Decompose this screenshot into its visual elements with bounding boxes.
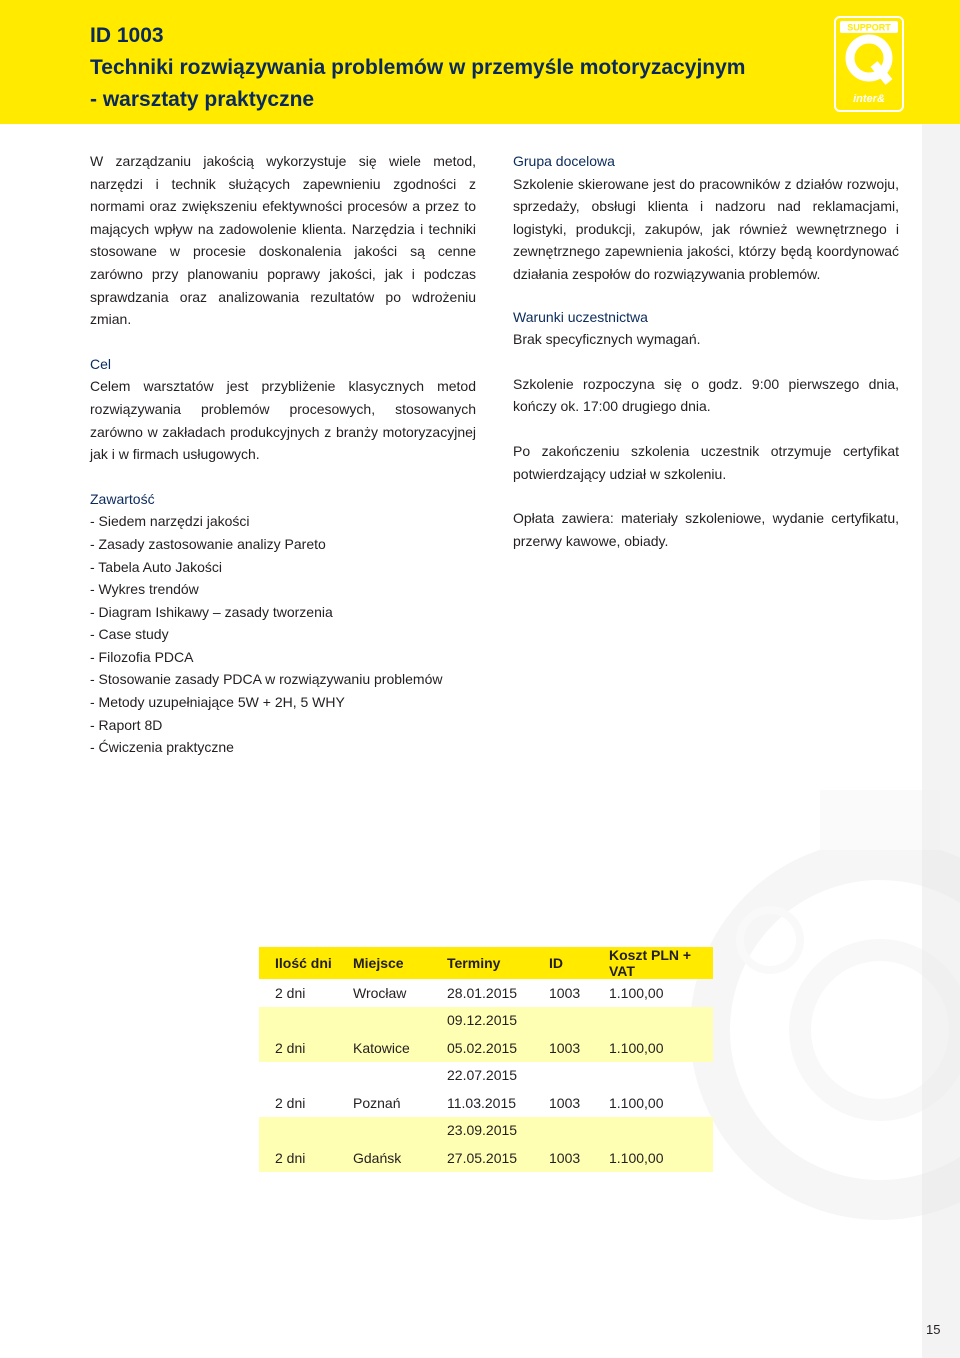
intro-paragraph: W zarządzaniu jakością wykorzystuje się wiele metod, narzędzi i technik służących zapewnieniu zgodności z normami oraz zwiększeniu efektywności procesów a przez to mających wpływ na zadowolenie klienta. Narzędzia i techniki stosowane w procesie doskonalenia jakości są cenne zarówno przy planowaniu poprawy jakości, jak i podczas sprawdzania oraz analizowania rezultatów po wdrożeniu zmian. bbox=[90, 153, 476, 328]
content-list bbox=[90, 510, 476, 759]
table-row bbox=[259, 979, 713, 1007]
cell-place: Gdańsk bbox=[337, 1144, 431, 1172]
course-subtitle: - warsztaty praktyczne bbox=[90, 88, 315, 111]
header-band bbox=[0, 0, 960, 124]
svg-text:SUPPORT: SUPPORT bbox=[847, 22, 891, 33]
list-item: - Raport 8D bbox=[90, 716, 163, 733]
cell-days: 2 dni bbox=[259, 1034, 337, 1062]
list-item: - Metody uzupełniające 5W + 2H, 5 WHY bbox=[90, 694, 345, 711]
left-column bbox=[90, 150, 476, 759]
cell-cost: 1.100,00 bbox=[609, 984, 664, 1001]
cell-days: 2 dni bbox=[259, 1144, 337, 1172]
course-id: ID 1003 bbox=[90, 24, 164, 47]
schedule-table bbox=[259, 947, 713, 1172]
list-item: - Siedem narzędzi jakości bbox=[90, 513, 250, 530]
schedule-paragraph: Szkolenie rozpoczyna się o godz. 9:00 pierwszego dnia, kończy ok. 17:00 drugiego dnia. bbox=[513, 375, 899, 415]
cell-date: 11.03.2015 bbox=[447, 1094, 517, 1111]
cell-id bbox=[533, 1117, 593, 1145]
svg-text:inter&: inter& bbox=[853, 93, 885, 105]
header-cost: Koszt PLN + VAT bbox=[593, 947, 713, 979]
cell-cost bbox=[593, 1062, 713, 1090]
target-heading: Grupa docelowa bbox=[513, 153, 615, 169]
cell-date: 05.02.2015 bbox=[431, 1034, 533, 1062]
table-row bbox=[259, 1034, 713, 1062]
target-paragraph: Szkolenie skierowane jest do pracowników z działów rozwoju, sprzedaży, obsługi klienta i nadzoru nad reklamacjami, logistyki, produkcji, zakupów, jak również wewnętrznego i zewnętrznego zapewnienia jakości, którzy będą koordynować działania zespołów do rozwiązywania problemów. bbox=[513, 175, 899, 282]
cell-date: 28.01.2015 bbox=[447, 984, 518, 1001]
cell-id: 1003 bbox=[533, 1144, 593, 1172]
list-item: - Diagram Ishikawy – zasady tworzenia bbox=[90, 603, 333, 620]
list-item: - Zasady zastosowanie analizy Pareto bbox=[90, 535, 326, 552]
table-row bbox=[259, 1007, 713, 1035]
table-row bbox=[259, 1089, 713, 1117]
support-q-logo bbox=[834, 16, 904, 112]
list-item: - Ćwiczenia praktyczne bbox=[90, 739, 234, 756]
cell-cost: 1.100,00 bbox=[609, 1094, 664, 1111]
cell-place: Katowice bbox=[337, 1034, 431, 1062]
cell-id: 1003 bbox=[549, 1094, 581, 1111]
cell-place bbox=[337, 1007, 431, 1035]
cell-place bbox=[337, 1062, 431, 1090]
cell-date: 22.07.2015 bbox=[447, 1067, 518, 1084]
certificate-paragraph: Po zakończeniu szkolenia uczestnik otrzymuje certyfikat potwierdzający udział w szkoleniu. bbox=[513, 442, 899, 482]
cell-cost bbox=[593, 1007, 713, 1035]
list-item: - Filozofia PDCA bbox=[90, 648, 194, 665]
cell-id: 1003 bbox=[549, 984, 581, 1001]
goal-paragraph: Celem warsztatów jest przybliżenie klasycznych metod rozwiązywania problemów procesowych, stosowanych zarówno w zakładach produkcyjnych z branży motoryzacyjnej jak i w firmach usługowych. bbox=[90, 378, 476, 463]
cell-place: Wrocław bbox=[353, 984, 407, 1001]
header-place: Miejsce bbox=[337, 947, 431, 979]
list-item: - Wykres trendów bbox=[90, 581, 199, 598]
cell-id: 1003 bbox=[533, 1034, 593, 1062]
conditions-paragraph: Brak specyficznych wymagań. bbox=[513, 331, 701, 348]
cell-place: Poznań bbox=[353, 1094, 401, 1111]
cell-cost bbox=[593, 1117, 713, 1145]
cell-place bbox=[337, 1117, 431, 1145]
cell-cost: 1.100,00 bbox=[593, 1034, 713, 1062]
content-heading: Zawartość bbox=[90, 490, 155, 507]
cell-date: 27.05.2015 bbox=[431, 1144, 533, 1172]
header-id: ID bbox=[533, 947, 593, 979]
list-item: - Case study bbox=[90, 626, 169, 643]
course-title: Techniki rozwiązywania problemów w przemyśle motoryzacyjnym bbox=[90, 56, 746, 79]
cell-days: 2 dni bbox=[275, 1094, 306, 1111]
title-block bbox=[90, 20, 745, 116]
table-row bbox=[259, 1117, 713, 1145]
cell-days: 2 dni bbox=[275, 984, 306, 1001]
list-item: - Tabela Auto Jakości bbox=[90, 558, 223, 575]
cell-date: 23.09.2015 bbox=[431, 1117, 533, 1145]
page-number: 15 bbox=[926, 1322, 941, 1337]
cell-date: 09.12.2015 bbox=[431, 1007, 533, 1035]
header-dates: Terminy bbox=[431, 947, 533, 979]
cell-days bbox=[259, 1117, 337, 1145]
cell-id bbox=[533, 1062, 593, 1090]
cell-days bbox=[259, 1062, 337, 1090]
conditions-heading: Warunki uczestnictwa bbox=[513, 308, 648, 325]
goal-heading: Cel bbox=[90, 355, 112, 372]
fee-paragraph: Opłata zawiera: materiały szkoleniowe, wydanie certyfikatu, przerwy kawowe, obiady. bbox=[513, 510, 899, 549]
cell-cost: 1.100,00 bbox=[593, 1144, 713, 1172]
table-header-row bbox=[259, 947, 713, 979]
header-days: Ilość dni bbox=[259, 947, 337, 979]
table-row bbox=[259, 1062, 713, 1090]
cell-id bbox=[533, 1007, 593, 1035]
right-column bbox=[513, 150, 899, 552]
cell-days bbox=[259, 1007, 337, 1035]
list-item: - Stosowanie zasady PDCA w rozwiązywaniu problemów bbox=[90, 671, 443, 688]
table-row bbox=[259, 1144, 713, 1172]
